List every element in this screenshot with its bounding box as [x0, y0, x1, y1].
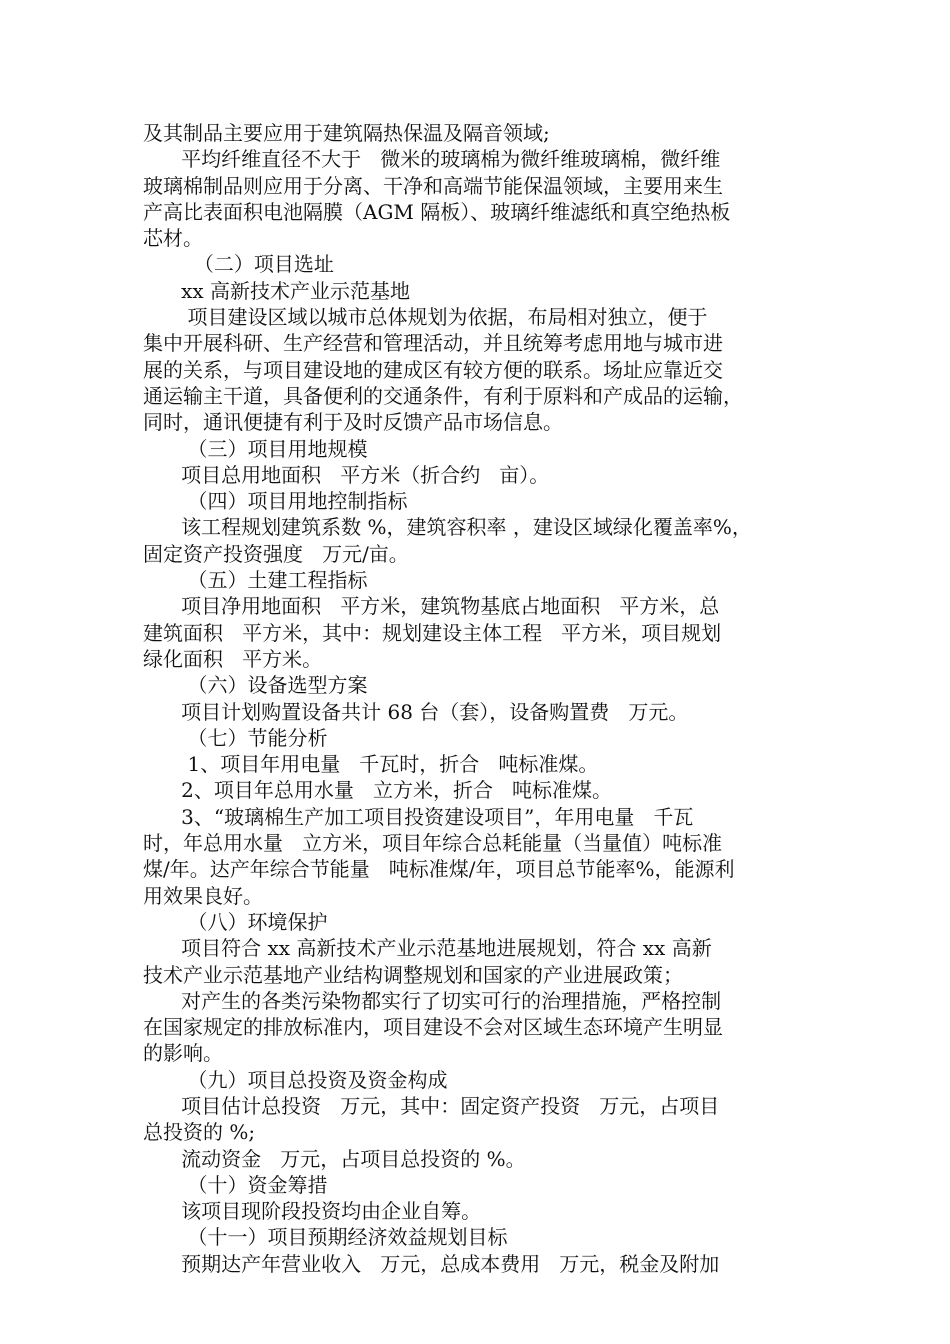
- text-line: 同时，通讯便捷有利于及时反馈产品市场信息。: [143, 410, 563, 435]
- text-line: 项目计划购置设备共计 68 台（套），设备购置费 万元。: [143, 699, 689, 724]
- text-line: 该工程规划建筑系数 %，建筑容积率 ，建设区域绿化覆盖率%，: [143, 515, 752, 540]
- section-heading: （四）项目用地控制指标: [143, 489, 408, 514]
- section-heading: （七）节能分析: [143, 725, 328, 750]
- section-heading: （五）土建工程指标: [143, 568, 368, 593]
- text-line: 预期达产年营业收入 万元，总成本费用 万元，税金及附加: [143, 1251, 720, 1276]
- text-line: 煤/年。达产年综合节能量 吨标准煤/年，项目总节能率%，能源利: [143, 857, 735, 882]
- text-line: 的影响。: [143, 1041, 223, 1066]
- text-line: 及其制品主要应用于建筑隔热保温及隔音领域;: [143, 121, 550, 145]
- text-line: 平均纤维直径不大于 微米的玻璃棉为微纤维玻璃棉，微纤维: [143, 147, 721, 172]
- text-line: xx 高新技术产业示范基地: [143, 278, 411, 303]
- text-line: 展的关系，与项目建设地的建成区有较方便的联系。场址应靠近交: [143, 357, 723, 382]
- text-line: 项目净用地面积 平方米，建筑物基底占地面积 平方米，总: [143, 594, 720, 619]
- text-line: 通运输主干道，具备便利的交通条件，有利于原料和产成品的运输，: [143, 383, 743, 408]
- text-line: 3、“玻璃棉生产加工项目投资建设项目”，年用电量 千瓦: [143, 804, 694, 829]
- text-line: 玻璃棉制品则应用于分离、干净和高端节能保温领域，主要用来生: [143, 173, 723, 198]
- document-body: [143, 120, 813, 1277]
- section-heading: （二）项目选址: [143, 252, 334, 277]
- text-line: 2、项目年总用水量 立方米，折合 吨标准煤。: [143, 778, 613, 803]
- section-heading: （十一）项目预期经济效益规划目标: [143, 1225, 508, 1250]
- section-heading: （八）环境保护: [143, 909, 328, 934]
- text-line: 项目符合 xx 高新技术产业示范基地进展规划，符合 xx 高新: [143, 936, 712, 961]
- text-line: 技术产业示范基地产业结构调整规划和国家的产业进展政策；: [143, 962, 683, 987]
- text-line: 用效果良好。: [143, 883, 263, 908]
- text-line: 产高比表面积电池隔膜（AGM 隔板）、玻璃纤维滤纸和真空绝热板: [143, 199, 731, 224]
- text-line: 集中开展科研、生产经营和管理活动，并且统筹考虑用地与城市进: [143, 331, 723, 356]
- text-line: 对产生的各类污染物都实行了切实可行的治理措施，严格控制: [143, 988, 722, 1013]
- text-line: 项目建设区域以城市总体规划为依据，布局相对独立，便于: [143, 305, 708, 330]
- section-heading: （六）设备选型方案: [143, 673, 368, 698]
- text-line: 1、项目年用电量 千瓦时，折合 吨标准煤。: [143, 752, 599, 777]
- text-line: 项目总用地面积 平方米（折合约 亩）。: [143, 462, 550, 487]
- text-line: 总投资的 %;: [143, 1120, 256, 1145]
- text-line: 该项目现阶段投资均由企业自筹。: [143, 1199, 482, 1224]
- section-heading: （九）项目总投资及资金构成: [143, 1067, 448, 1092]
- text-line: 时，年总用水量 立方米，项目年综合总耗能量（当量值）吨标准: [143, 831, 723, 856]
- text-line: 绿化面积 平方米。: [143, 646, 323, 671]
- text-line: 流动资金 万元，占项目总投资的 %。: [143, 1146, 526, 1171]
- section-heading: （十）资金筹措: [143, 1172, 328, 1197]
- text-line: 项目估计总投资 万元，其中：固定资产投资 万元，占项目: [143, 1093, 720, 1118]
- text-line: 固定资产投资强度 万元/亩。: [143, 541, 409, 566]
- text-line: 建筑面积 平方米，其中：规划建设主体工程 平方米，项目规划: [143, 620, 722, 645]
- text-line: 在国家规定的排放标准内，项目建设不会对区域生态环境产生明显: [143, 1015, 723, 1040]
- section-heading: （三）项目用地规模: [143, 436, 368, 461]
- text-line: 芯材。: [143, 226, 203, 251]
